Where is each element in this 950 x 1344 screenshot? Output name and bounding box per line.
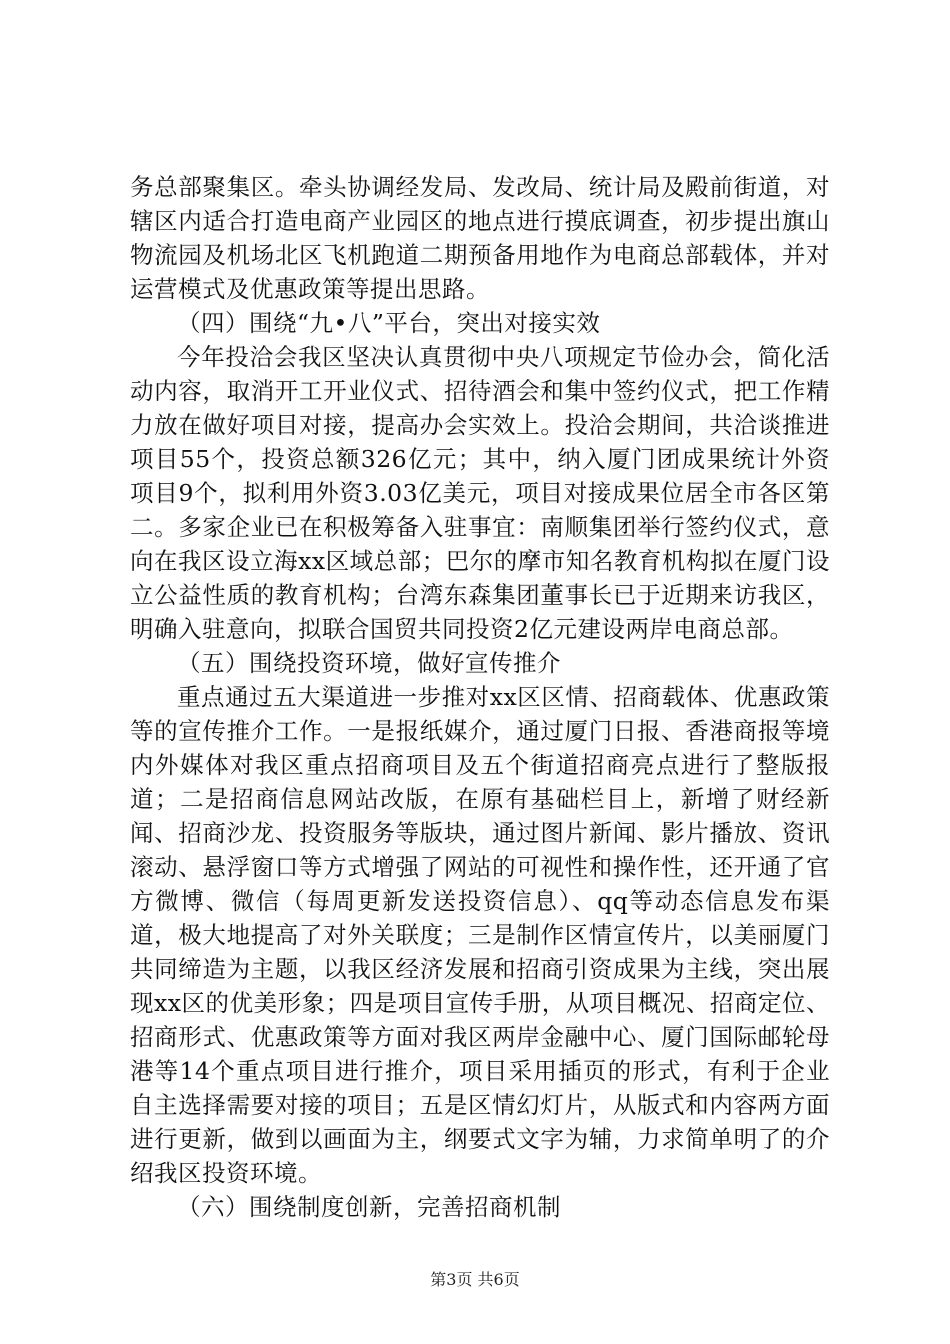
paragraph-section-5: 重点通过五大渠道进一步推对xx区区情、招商载体、优惠政策等的宣传推介工作。一是报纸媒介，通过厦门日报、香港商报等境内外媒体对我区重点招商项目及五个街道招商亮点进行了整版报道；二是招商信息网站改版，在原有基础栏目上，新增了财经新闻、招商沙龙、投资服务等版块，通过图片新闻、影片播放、资讯滚动、悬浮窗口等方式增强了网站的可视性和操作性，还开通了官方微博、微信（每周更新发送投资信息）、qq等动态信息发布渠道，极大地提高了对外关联度；三是制作区情宣传片，以美丽厦门共同缔造为主题，以我区经济发展和招商引资成果为主线，突出展现xx区的优美形象；四是项目宣传手册，从项目概况、招商定位、招商形式、优惠政策等方面对我区两岸金融中心、厦门国际邮轮母港等14个重点项目进行推介，项目采用插页的形式，有利于企业自主选择需要对接的项目；五是区情幻灯片，从版式和内容两方面进行更新，做到以画面为主，纲要式文字为辅，力求简单明了的介绍我区投资环境。 [130,683,830,1187]
section-heading-5: （五）围绕投资环境，做好宣传推介 [177,649,561,677]
paragraph-section-4: 今年投洽会我区坚决认真贯彻中央八项规定节俭办会，简化活动内容，取消开工开业仪式、招待酒会和集中签约仪式，把工作精力放在做好项目对接，提高办会实效上。投洽会期间，共洽谈推进项目55个，投资总额326亿元；其中，纳入厦门团成果统计外资项目9个，拟利用外资3.03亿美元，项目对接成果位居全市各区第二。多家企业已在积极筹备入驻事宜：南顺集团举行签约仪式，意向在我区设立海xx区域总部；巴尔的摩市知名教育机构拟在厦门设立公益性质的教育机构；台湾东森集团董事长已于近期来访我区，明确入驻意向，拟联合国贸共同投资2亿元建设两岸电商总部。 [130,343,830,643]
section-heading-4: （四）围绕“九•八”平台，突出对接实效 [177,309,601,337]
document-body [130,170,830,1224]
paragraph-continuation: 务总部聚集区。牵头协调经发局、发改局、统计局及殿前街道，对辖区内适合打造电商产业园区的地点进行摸底调查，初步提出旗山物流园及机场北区飞机跑道二期预备用地作为电商总部载体，并对运营模式及优惠政策等提出思路。 [130,173,830,303]
page-number-footer: 第3页 共6页 [430,1270,520,1289]
section-heading-6: （六）围绕制度创新，完善招商机制 [177,1193,561,1221]
